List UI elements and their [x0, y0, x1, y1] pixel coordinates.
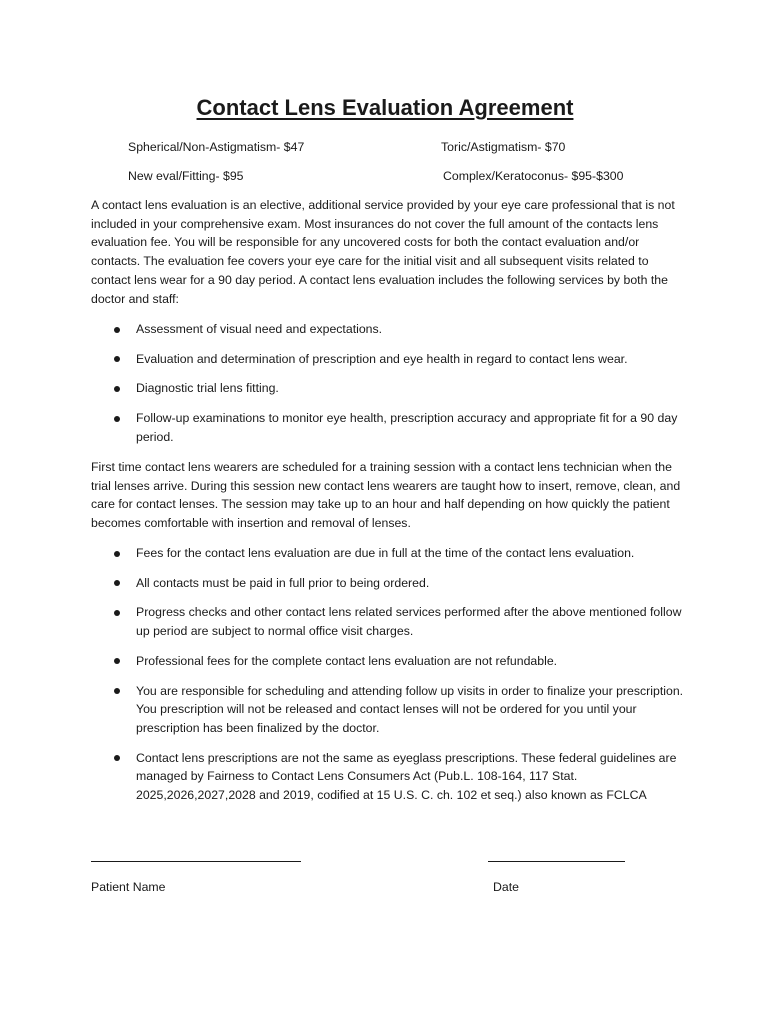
list-item-text: You are responsible for scheduling and attending follow up visits in order to finalize your prescription. You prescription will not be released and contact lenses will not be ordered for you until your prescription has been finalized by the doctor.	[136, 683, 684, 735]
patient-signature-line[interactable]	[91, 861, 301, 862]
bullet-icon	[114, 688, 120, 694]
bullet-icon	[114, 580, 120, 586]
services-list	[91, 320, 689, 458]
date-signature-line[interactable]	[488, 861, 625, 862]
training-paragraph: First time contact lens wearers are scheduled for a training session with a contact lens technician when the trial lenses arrive. During this session new contact lens wearers are taught how to insert, remove, clean, and care for contact lenses. The session may take up to an hour and half depending on how quickly the patient becomes comfortable with insertion and removal of lenses.	[91, 460, 681, 531]
list-item-text: All contacts must be paid in full prior to being ordered.	[136, 575, 430, 590]
list-item-text: Fees for the contact lens evaluation are due in full at the time of the contact lens evaluation.	[136, 546, 635, 560]
list-item	[91, 749, 689, 805]
list-item	[91, 544, 689, 563]
list-item-text: Evaluation and determination of prescription and eye health in regard to contact lens wear.	[136, 351, 628, 366]
document-title-text: Contact Lens Evaluation Agreement	[196, 95, 574, 120]
patient-name-label: Patient Name	[91, 880, 166, 894]
list-item	[91, 603, 689, 640]
fee-new-eval: New eval/Fitting- $95	[128, 169, 244, 183]
list-item-text: Professional fees for the complete contact lens evaluation are not refundable.	[136, 653, 558, 668]
fee-complex: Complex/Keratoconus- $95-$300	[443, 169, 624, 183]
bullet-icon	[114, 755, 120, 761]
list-item	[91, 652, 689, 671]
bullet-icon	[114, 658, 120, 664]
date-label: Date	[493, 880, 519, 894]
fee-spherical: Spherical/Non-Astigmatism- $47	[128, 140, 305, 154]
fee-toric: Toric/Astigmatism- $70	[441, 140, 566, 154]
bullet-icon	[114, 551, 120, 557]
list-item-text: Progress checks and other contact lens related services performed after the above mentioned follow up period are subject to normal office visit charges.	[136, 605, 682, 639]
list-item-text: Assessment of visual need and expectations.	[136, 322, 383, 336]
list-item	[91, 379, 689, 398]
list-item	[91, 320, 689, 339]
bullet-icon	[114, 356, 120, 362]
list-item	[91, 350, 689, 369]
list-item-text: Follow-up examinations to monitor eye health, prescription accuracy and appropriate fit for a 90 day period.	[136, 411, 678, 444]
list-item-text: Diagnostic trial lens fitting.	[136, 381, 279, 396]
bullet-icon	[114, 416, 120, 422]
bullet-icon	[114, 327, 120, 333]
list-item	[91, 574, 689, 593]
bullet-icon	[114, 386, 120, 392]
policies-list	[91, 544, 689, 816]
list-item	[91, 409, 689, 446]
bullet-icon	[114, 610, 120, 616]
list-item-text: Contact lens prescriptions are not the same as eyeglass prescriptions. These federal guidelines are managed by Fairness to Contact Lens Consumers Act (Pub.L. 108-164, 117 Stat. 2025,2026,2027,2028 and 2019, codified at 15 U.S. C. ch. 102 et seq.) also known as FCLCA	[136, 750, 677, 803]
intro-paragraph: A contact lens evaluation is an elective, additional service provided by your eye care professional that is not included in your comprehensive exam. Most insurances do not cover the full amount of the contacts lens evaluation fee. You will be responsible for any uncovered costs for both the contact evaluation and/or contacts. The evaluation fee covers your eye care for the initial visit and all subsequent visits related to contact lens wear for a 90 day period. A contact lens evaluation includes the following services by both the doctor and staff:	[91, 198, 675, 306]
list-item	[91, 682, 689, 738]
document-title	[0, 94, 770, 122]
